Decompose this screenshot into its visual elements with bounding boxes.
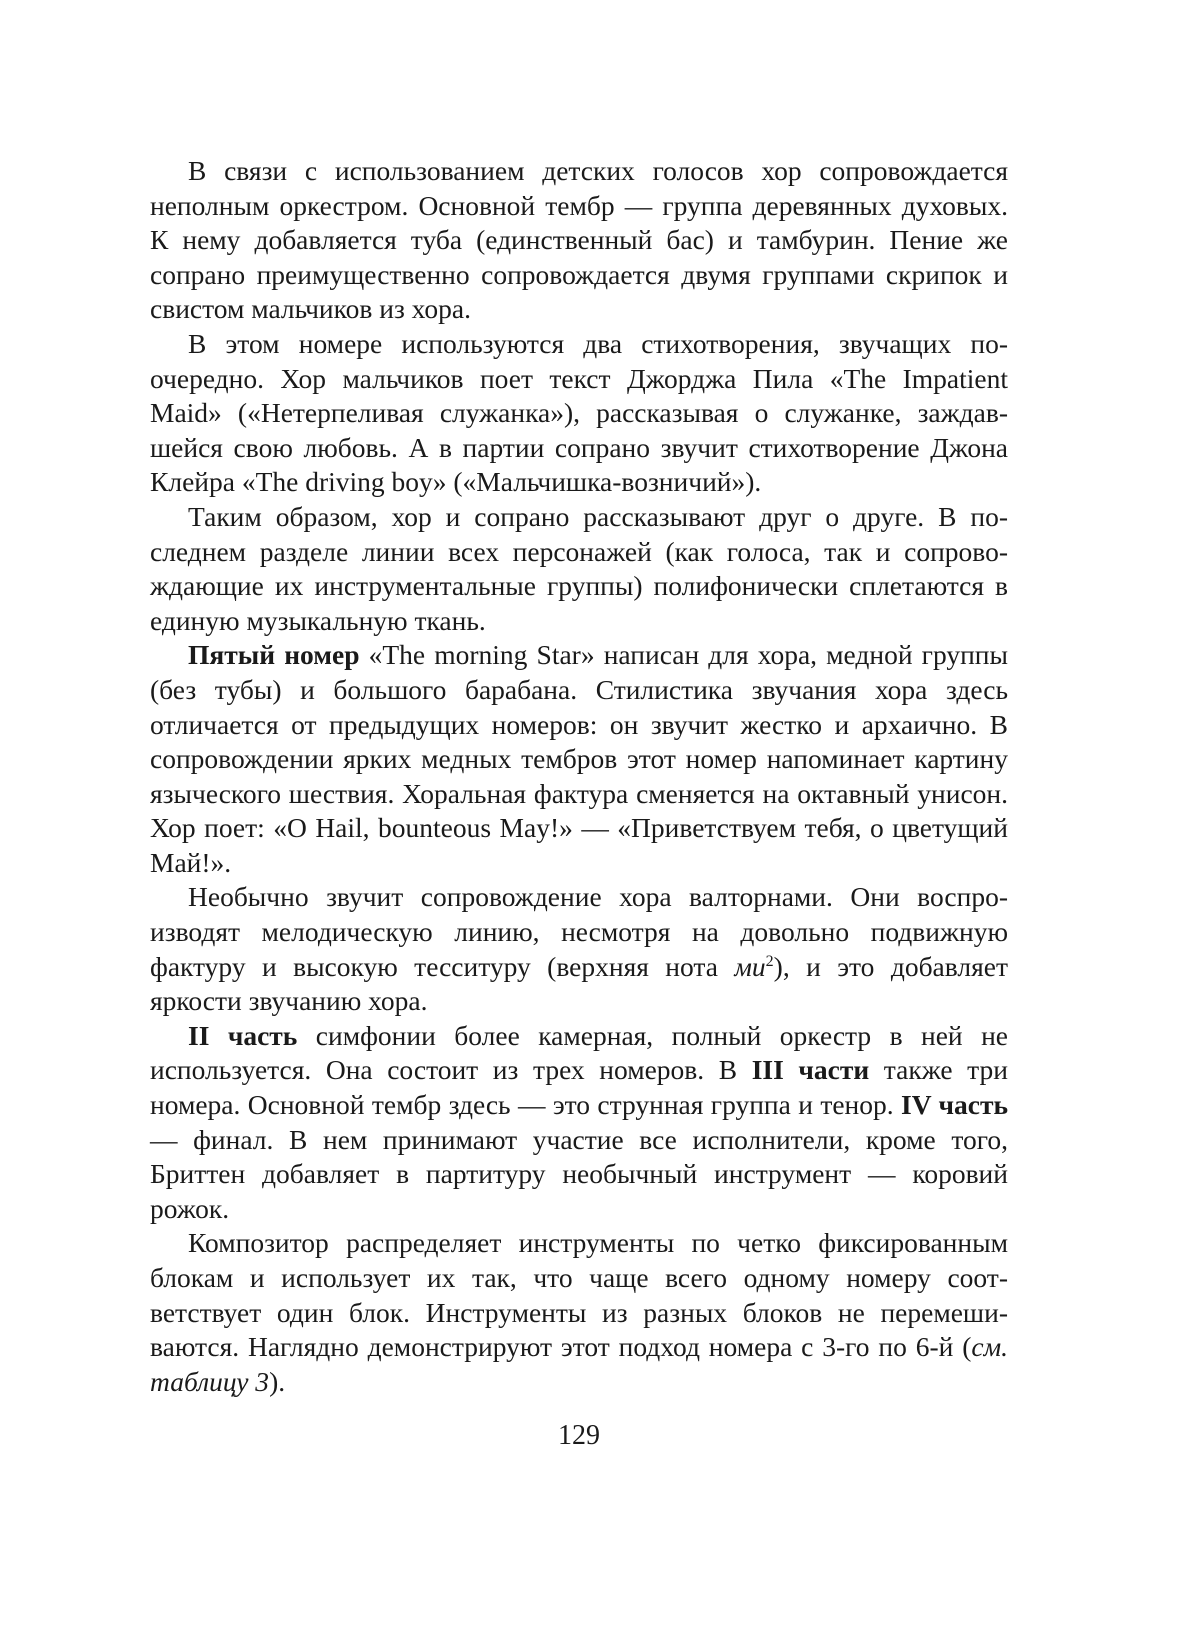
paragraph-text: также три номера. Основной тембр здесь — это струнная группа и тенор.: [150, 1054, 1008, 1120]
paragraph-4: [150, 638, 1008, 880]
paragraph-text: симфонии более камерная, полный оркестр в ней не используется. Она состоит из трех номеров. В: [150, 1020, 1008, 1086]
table-reference: см. таблицу 3: [150, 1331, 1008, 1397]
paragraph-text: ).: [269, 1366, 285, 1397]
bold-term: IV часть: [901, 1089, 1008, 1120]
paragraph-6: [150, 1019, 1008, 1227]
bold-term: Пятый номер: [188, 639, 360, 670]
paragraph-7: [150, 1226, 1008, 1399]
bold-term: II часть: [188, 1020, 297, 1051]
paragraph-3: Таким образом, хор и сопрано рассказывают друг о друге. В по­следнем разделе линии всех персонажей (как голоса, так и сопрово­ждающие их инструментальные группы) полифонически сплетаются в единую музыкальную ткань.: [150, 500, 1008, 638]
paragraph-text: Композитор распределяет инструменты по четко фиксированным блокам и использует их так, что чаще всего одному номеру соот­ветствует один блок. Инструменты из разных блоков не перемеши­ваются. Наглядно демонстрируют этот подход номера с 3-го по 6-й (: [150, 1227, 1008, 1362]
paragraph-2: В этом номере используются два стихотворения, звучащих по­очередно. Хор мальчиков поет текст Джорджа Пила «The Impatient Maid» («Нетерпеливая служанка»), рассказывая о служанке, заждав­шейся свою любовь. А в партии сопрано звучит стихотворение Джо­на Клейра «The driving boy» («Мальчишка-возничий»).: [150, 327, 1008, 500]
page-body: [150, 154, 1008, 1399]
paragraph-1: В связи с использованием детских голосов хор сопровождается неполным оркестром. Основной тембр — группа деревянных духо­вых. К нему добавляется туба (единственный бас) и тамбурин. Пение же сопрано преимущественно сопровождается двумя группами скри­пок и свистом мальчиков из хора.: [150, 154, 1008, 327]
italic-note: ми: [734, 951, 765, 982]
paragraph-text: ), и это добавляет яркости звучанию хора.: [150, 951, 1008, 1017]
paragraph-text: «The morning Star» написан для хора, медной груп­пы (без тубы) и большого барабана. Стилистика звучания хора здесь отличается от предыдущих номеров: он звучит жестко и архаично. В сопровождении ярких медных тембров этот номер напоминает кар­тину языческого шествия. Хоральная фактура сменяется на октавный унисон. Хор поет: «O Hail, bounteous May!» — «Приветствуем тебя, о цветущий Май!».: [150, 639, 1008, 878]
paragraph-text: Необычно звучит сопровождение хора валторнами. Они воспро­изводят мелодическую линию, несмотря на довольно подвижную фактуру и высокую тесситуру (верхняя нота: [150, 881, 1008, 981]
page-number: 129: [0, 1420, 1158, 1452]
superscript-octave: 2: [766, 953, 774, 970]
paragraph-5: [150, 880, 1008, 1018]
paragraph-text: — финал. В нем принимают участие все исполнители, кро­ме того, Бриттен добавляет в партитуру необычный инструмент — коровий рожок.: [150, 1124, 1008, 1224]
bold-term: III части: [752, 1054, 870, 1085]
